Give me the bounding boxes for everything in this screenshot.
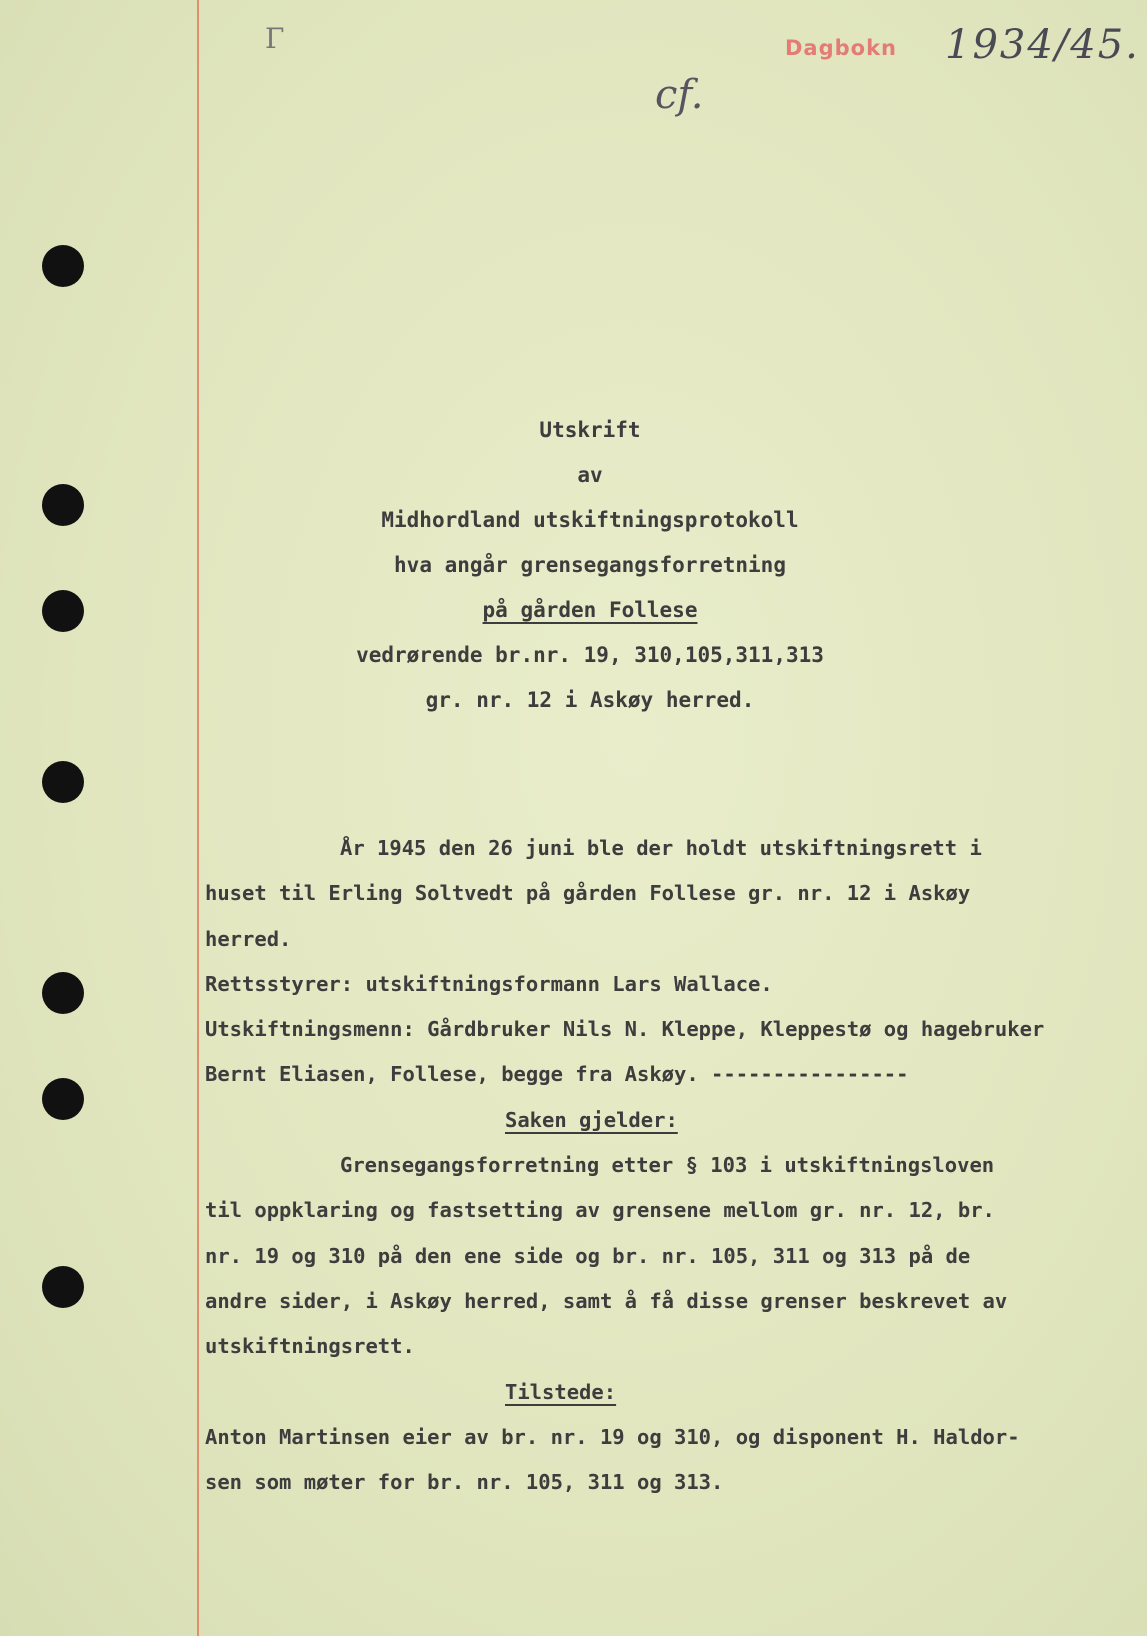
- punch-hole-2: [42, 484, 84, 526]
- handwritten-reference: 1934/45.: [945, 22, 1140, 68]
- text-line: Bernt Eliasen, Follese, begge fra Askøy. ----------------: [205, 1062, 909, 1087]
- punch-hole-7: [42, 1266, 84, 1308]
- text-line: Grensegangsforretning etter § 103 i utskiftningsloven: [340, 1153, 995, 1178]
- text-line: nr. 19 og 310 på den ene side og br. nr. 105, 311 og 313 på de: [205, 1243, 971, 1268]
- punch-hole-3: [42, 590, 84, 632]
- text-line: huset til Erling Soltvedt på gården Follese gr. nr. 12 i Askøy: [205, 881, 971, 906]
- text-line: År 1945 den 26 juni ble der holdt utskiftningsrett i: [340, 836, 982, 860]
- red-margin-line: [197, 0, 199, 1636]
- saken-heading: Saken gjelder:: [505, 1107, 678, 1132]
- text-line: sen som møter for br. nr. 105, 311 og 313.: [205, 1470, 724, 1495]
- title-line: Utskrift: [539, 418, 641, 442]
- handwritten-initials: cf.: [655, 72, 704, 118]
- text-line: andre sider, i Askøy herred, samt å få disse grenser beskrevet av: [205, 1288, 1008, 1313]
- text-line: utskiftningsrett.: [205, 1334, 415, 1359]
- text-line: til oppklaring og fastsetting av grensene mellom gr. nr. 12, br.: [205, 1198, 995, 1223]
- title-line: gr. nr. 12 i Askøy herred.: [425, 688, 755, 712]
- text-line: Utskiftningsmenn: Gårdbruker Nils N. Kleppe, Kleppestø og hagebruker: [205, 1017, 1045, 1042]
- text-line: Anton Martinsen eier av br. nr. 19 og 310, og disponent H. Haldor-: [205, 1424, 1020, 1449]
- title-line: av: [577, 463, 603, 487]
- punch-hole-6: [42, 1078, 84, 1120]
- title-line: på gården Follese: [482, 598, 698, 622]
- text-line: herred.: [205, 926, 292, 951]
- title-block: [300, 408, 880, 723]
- title-line: vedrørende br.nr. 19, 310,105,311,313: [356, 643, 824, 667]
- punch-hole-1: [42, 245, 84, 287]
- rettsstyrer-line: Rettsstyrer: utskiftningsformann Lars Wallace.: [205, 971, 773, 996]
- title-line: hva angår grensegangsforretning: [394, 553, 786, 577]
- title-line: Midhordland utskiftningsprotokoll: [381, 508, 799, 532]
- red-stamp: Dagbokn: [785, 36, 898, 60]
- punch-hole-4: [42, 761, 84, 803]
- punch-hole-5: [42, 972, 84, 1014]
- tilstede-heading: Tilstede:: [505, 1379, 617, 1404]
- body-text: [205, 826, 1130, 1505]
- corner-mark: Γ: [265, 22, 285, 55]
